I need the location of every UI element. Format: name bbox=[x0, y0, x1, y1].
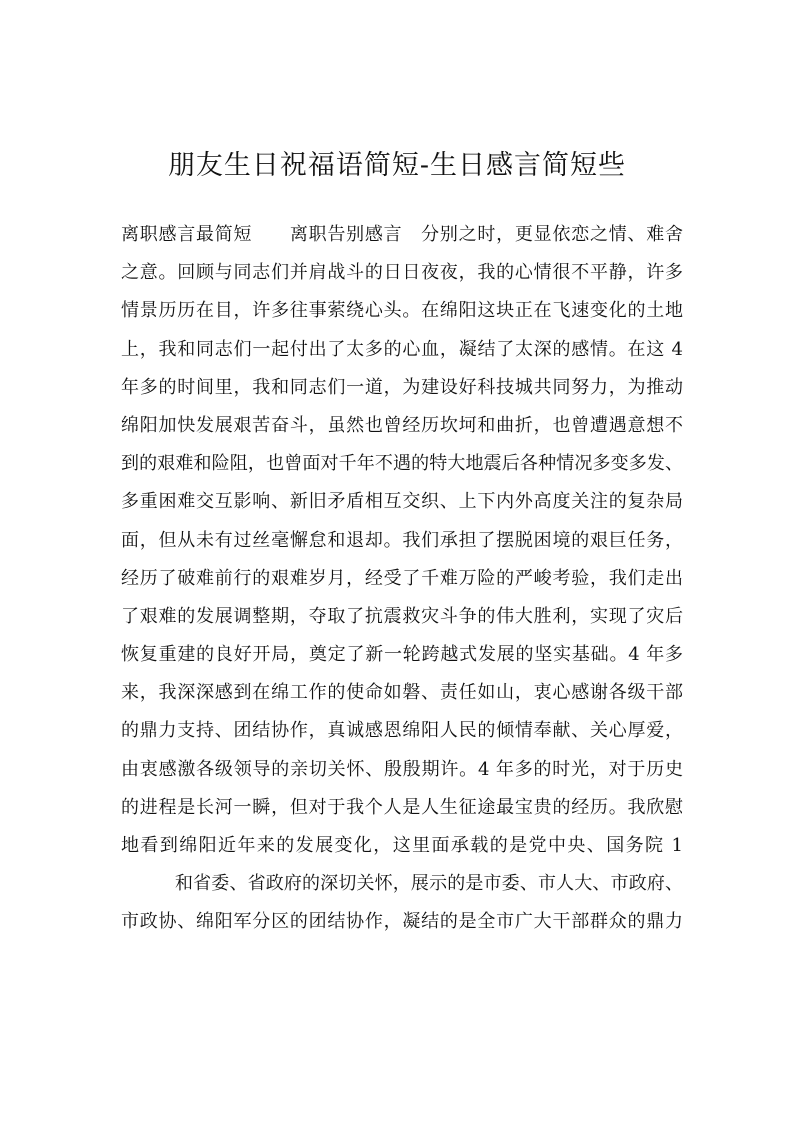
text-line: 到的艰难和险阻，也曾面对千年不遇的特大地震后各种情况多变多发、 bbox=[121, 453, 683, 475]
text-line: 了艰难的发展调整期，夺取了抗震救灾斗争的伟大胜利，实现了灾后 bbox=[121, 605, 683, 627]
text-line: 之意。回顾与同志们并肩战斗的日日夜夜，我的心情很不平静，许多 bbox=[121, 262, 683, 284]
text-line: 来，我深深感到在绵工作的使命如磐、责任如山，衷心感谢各级干部 bbox=[121, 682, 683, 704]
text-line: 面，但从未有过丝毫懈怠和退却。我们承担了摆脱困境的艰巨任务， bbox=[121, 529, 683, 551]
text-line: 多重困难交互影响、新旧矛盾相互交织、上下内外高度关注的复杂局 bbox=[121, 491, 683, 513]
page-title: 朋友生日祝福语简短-生日感言简短些 bbox=[167, 150, 627, 181]
text-line: 市政协、绵阳军分区的团结协作，凝结的是全市广大干部群众的鼎力 bbox=[121, 911, 683, 933]
text-line: 和省委、省政府的深切关怀，展示的是市委、市人大、市政府、 bbox=[175, 873, 683, 895]
text-line: 经历了破难前行的艰难岁月，经受了千难万险的严峻考验，我们走出 bbox=[121, 567, 683, 589]
text-line: 绵阳加快发展艰苦奋斗，虽然也曾经历坎坷和曲折，也曾遭遇意想不 bbox=[121, 414, 683, 436]
text-line: 地看到绵阳近年来的发展变化，这里面承载的是党中央、国务院 1 bbox=[121, 835, 683, 856]
text-line: 年多的时间里，我和同志们一道，为建设好科技城共同努力，为推动 bbox=[121, 376, 683, 398]
text-line: 情景历历在目，许多往事萦绕心头。在绵阳这块正在飞速变化的土地 bbox=[121, 300, 683, 322]
body-text bbox=[121, 216, 683, 942]
text-line: 恢复重建的良好开局，奠定了新一轮跨越式发展的坚实基础。4 年多 bbox=[121, 644, 683, 666]
text-line: 离职感言最简短 离职告别感言 分别之时，更显依恋之情、难舍 bbox=[121, 224, 683, 245]
text-line: 上，我和同志们一起付出了太多的心血，凝结了太深的感情。在这 4 bbox=[121, 338, 683, 360]
text-line: 的鼎力支持、团结协作，真诚感恩绵阳人民的倾情奉献、关心厚爱， bbox=[121, 720, 683, 742]
text-line: 由衷感激各级领导的亲切关怀、殷殷期许。4 年多的时光，对于历史 bbox=[121, 758, 683, 780]
text-line: 的进程是长河一瞬，但对于我个人是人生征途最宝贵的经历。我欣慰 bbox=[121, 796, 683, 818]
